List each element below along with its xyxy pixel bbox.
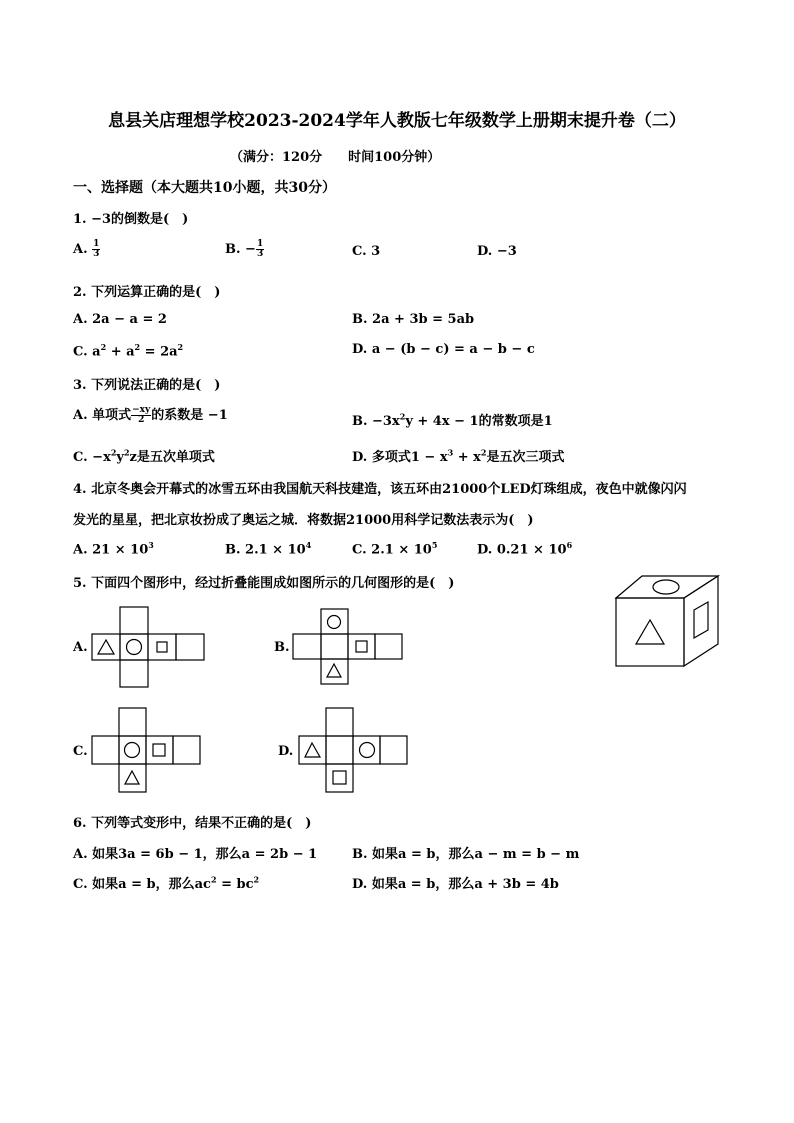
- q5-option-d-net: [299, 708, 407, 792]
- question-4-line-1: 4. 北京冬奥会开幕式的冰雪五环由我国航天科技建造，该五环由21000个LED灯珠组成，夜色中就像闪闪: [73, 482, 687, 497]
- q3-b-part: y + 4x − 1的常数项是1: [405, 414, 553, 429]
- q4-option-c: [352, 540, 437, 557]
- q6-option-b: B. 如果a = b，那么a − m = b − m: [352, 847, 580, 862]
- q1-a-fraction: [92, 240, 100, 259]
- q1-option-b: [225, 240, 264, 259]
- q4-b-base: B. 2.1 × 10: [225, 542, 306, 558]
- q3-option-c: [73, 446, 215, 465]
- q1-b-numerator: 1: [256, 239, 264, 249]
- q4-c-exp: 5: [431, 540, 438, 550]
- q3-a-part: A. 单项式: [73, 408, 132, 423]
- q6-option-a: A. 如果3a = 6b − 1，那么a = 2b − 1: [73, 847, 318, 862]
- q5-option-b-net: [293, 609, 403, 685]
- q6-c-part: C. 如果a = b，那么ac: [73, 877, 211, 892]
- q2-c-exp: 2: [177, 342, 184, 352]
- question-2: 2. 下列运算正确的是( ): [73, 285, 221, 300]
- q3-d-part: + x: [453, 450, 481, 465]
- question-1: 1. −3的倒数是( ): [73, 212, 189, 227]
- q1-option-c: C. 3: [352, 244, 381, 259]
- q6-option-c: [73, 873, 259, 892]
- q2-option-c: [73, 342, 183, 359]
- q3-option-a: [73, 404, 228, 425]
- q1-option-a: [73, 240, 100, 259]
- q3-c-exp: 2: [123, 447, 130, 458]
- cube-figure: [614, 574, 724, 669]
- q6-c-exp: 2: [210, 874, 217, 885]
- q6-option-d: D. 如果a = b，那么a + 3b = 4b: [352, 877, 559, 892]
- q3-a-numerator: −xy: [132, 405, 151, 415]
- q3-a-part: 的系数是 −1: [151, 408, 228, 423]
- q3-d-exp: 3: [447, 447, 454, 458]
- q4-option-b: [225, 540, 311, 557]
- q3-c-part: z是五次单项式: [129, 450, 215, 465]
- q1-b-fraction: [256, 240, 264, 259]
- q2-option-d: D. a − (b − c) = a − b − c: [352, 342, 535, 357]
- q5-option-b-label: B.: [274, 640, 290, 655]
- q5-option-c-net: [92, 708, 202, 792]
- exam-info: （满分：120分 时间100分钟）: [230, 150, 441, 165]
- section-heading: 一、选择题（本大题共10小题，共30分）: [73, 180, 336, 196]
- q3-option-b: [352, 410, 553, 429]
- question-6: 6. 下列等式变形中，结果不正确的是( ): [73, 816, 312, 831]
- q2-c-part: C. a: [73, 344, 101, 360]
- question-3: 3. 下列说法正确的是( ): [73, 378, 221, 393]
- q3-d-part: 是五次三项式: [486, 450, 565, 465]
- q3-c-part: y: [116, 450, 124, 465]
- q4-option-a: [73, 540, 154, 557]
- q3-c-exp: 2: [110, 447, 117, 458]
- q4-a-exp: 3: [148, 540, 154, 550]
- q4-c-base: C. 2.1 × 10: [352, 542, 432, 558]
- q1-b-denominator: 3: [256, 249, 264, 259]
- q2-option-a: A. 2a − a = 2: [73, 312, 167, 327]
- page-title: 息县关店理想学校2023-2024学年人教版七年级数学上册期末提升卷（二）: [108, 111, 686, 131]
- q3-b-part: B. −3x: [352, 414, 400, 429]
- q3-c-part: C. −x: [73, 450, 111, 465]
- q3-d-exp: 2: [480, 447, 487, 458]
- q5-option-d-label: D.: [278, 744, 294, 759]
- q4-d-base: D. 0.21 × 10: [477, 542, 567, 558]
- question-4-line-2: 发光的星星，把北京妆扮成了奥运之城．将数据21000用科学记数法表示为( ): [73, 513, 534, 528]
- q2-c-exp: 2: [134, 342, 141, 352]
- q5-option-c-label: C.: [73, 744, 88, 759]
- q2-c-part: + a: [106, 344, 135, 360]
- q3-a-denominator: 2: [138, 415, 145, 425]
- q3-d-part: D. 多项式1 − x: [352, 450, 448, 465]
- q1-a-numerator: 1: [93, 239, 100, 249]
- q2-c-exp: 2: [100, 342, 107, 352]
- question-5: 5. 下面四个图形中，经过折叠能围成如图所示的几何图形的是( ): [73, 576, 455, 591]
- q4-b-exp: 4: [305, 540, 312, 550]
- q5-option-a-net: [92, 607, 204, 687]
- q3-b-exp: 2: [399, 411, 406, 422]
- q1-a-denominator: 3: [93, 249, 100, 259]
- q6-c-exp: 2: [253, 874, 260, 885]
- q4-option-d: [477, 540, 572, 557]
- q1-a-label: A.: [73, 242, 88, 257]
- q2-c-part: = 2a: [140, 344, 178, 360]
- q4-d-exp: 6: [566, 540, 573, 550]
- q3-a-fraction: [131, 406, 151, 425]
- q1-b-label: B. −: [225, 242, 256, 257]
- q4-a-base: A. 21 × 10: [73, 542, 149, 558]
- q2-option-b: B. 2a + 3b = 5ab: [352, 312, 475, 327]
- q3-option-d: [352, 446, 564, 465]
- q1-option-d: D. −3: [477, 244, 517, 259]
- q5-option-a-label: A.: [73, 640, 88, 655]
- q6-c-part: = bc: [216, 877, 254, 892]
